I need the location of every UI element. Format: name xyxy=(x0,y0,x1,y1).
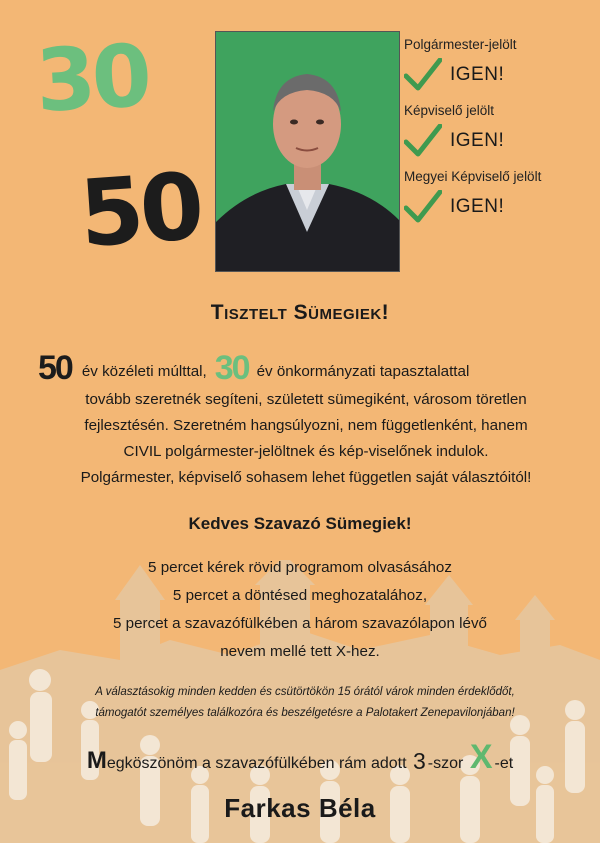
igen-label: IGEN! xyxy=(450,130,505,151)
role-title-representative: Képviselő jelölt xyxy=(404,103,495,118)
checkmark-icon xyxy=(404,124,442,158)
meeting-invitation xyxy=(40,682,570,724)
checkmark-icon xyxy=(404,58,442,92)
role-answer-mayor xyxy=(404,54,594,96)
role-title-county-representative: Megyei Képviselő jelölt xyxy=(404,169,542,184)
program-line: 5 percet kérek rövid programom olvasásához xyxy=(148,559,452,576)
big-number-50: 50 xyxy=(76,152,204,269)
inline-number-30: 30 xyxy=(214,349,249,387)
role-answer-representative xyxy=(404,120,594,162)
inline-number-50: 50 xyxy=(38,349,72,387)
thanks-suffix: -et xyxy=(494,754,514,772)
intro-body xyxy=(20,387,592,491)
role-title-mayor: Polgármester-jelölt xyxy=(404,37,517,52)
candidate-photo xyxy=(215,31,400,272)
candidate-portrait-image xyxy=(216,32,399,271)
role-answer-county-representative xyxy=(404,186,594,228)
program-lines xyxy=(0,554,600,666)
intro-line: Polgármester, képviselő sohasem lehet független saját választóitól! xyxy=(80,469,532,486)
intro-paragraph xyxy=(20,345,592,491)
vote-count: 3 xyxy=(413,747,426,774)
intro-line: fejlesztésén. Szeretném hangsúlyozni, nem függetlenként, hanem xyxy=(84,417,528,434)
thanks-initial: M xyxy=(86,746,107,774)
program-line: nevem mellé tett X-hez. xyxy=(220,643,380,660)
big-number-30: 30 xyxy=(33,26,151,132)
intro-first-line xyxy=(20,345,592,385)
intro-text-part2: év önkormányzati tapasztalattal xyxy=(256,363,470,380)
igen-label: IGEN! xyxy=(450,64,505,85)
invitation-line: A választásokig minden kedden és csütörtökön 15 órától várok minden érdeklődőt, xyxy=(95,686,515,698)
thanks-text: egköszönöm a szavazófülkében rám adott xyxy=(106,754,407,772)
greeting-heading: Tisztelt Sümegiek! xyxy=(210,301,390,324)
candidate-name: Farkas Béla xyxy=(224,793,376,823)
invitation-line: támogatót személyes találkozóra és beszélgetésre a Palotakert Zenepavilonjában! xyxy=(95,707,515,719)
thanks-line xyxy=(0,738,600,776)
checkmark-icon xyxy=(404,190,442,224)
thanks-times: -szor xyxy=(427,754,464,772)
intro-line: tovább szeretnék segíteni, született sümegiként, városom töretlen xyxy=(85,391,527,408)
intro-line: CIVIL polgármester-jelöltnek és kép-viselőnek indulok. xyxy=(123,443,489,460)
intro-text-part1: év közéleti múlttal, xyxy=(81,363,207,380)
ballot-x-mark: X xyxy=(469,738,493,776)
dear-voters-heading: Kedves Szavazó Sümegiek! xyxy=(188,514,412,533)
program-line: 5 percet a szavazófülkében a három szavazólapon lévő xyxy=(112,615,487,632)
candidacy-list xyxy=(404,36,594,234)
igen-label: IGEN! xyxy=(450,196,505,217)
program-line: 5 percet a döntésed meghozatalához, xyxy=(172,587,428,604)
